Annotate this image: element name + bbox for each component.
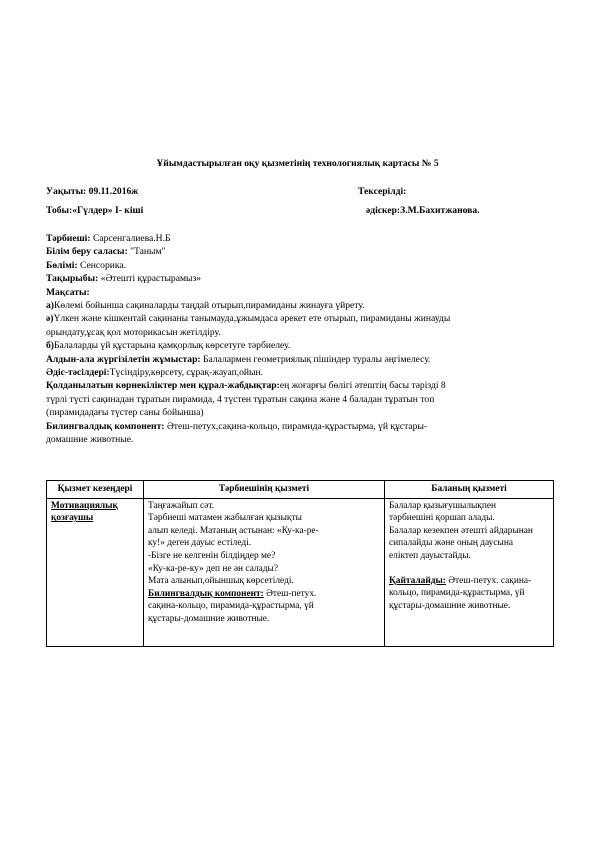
area-label: Білім беру саласы: (46, 246, 128, 258)
section-value: Сенсорика. (77, 259, 127, 271)
techniques-row: Әдіс-тәсілдері:Түсіндіру,көрсету, сұрақ-жауап,ойын. (46, 367, 264, 379)
teacher-row (46, 232, 550, 245)
date-value: 09.11.2016ж (86, 186, 139, 197)
lesson-details (46, 232, 550, 447)
header-child: Баланың қызметі (385, 481, 554, 499)
document-title: Ұйымдастырылған оқу қызметінің технологиялық картасы № 5 (156, 158, 439, 169)
goals-label: Мақсаты: (46, 286, 90, 298)
bilingual-cont: домашние животные. (46, 434, 134, 446)
section-row (46, 259, 550, 272)
materials-row: Қолданылатын көрнекіліктер мен құрал-жабдықтар:ең жоғарғы бөлігі әтештің басы тәрізді 8 (46, 380, 446, 392)
child-repeat: Қайталайды: Әтеш-петух. сақина- (389, 575, 532, 586)
area-value: "Таным" (127, 246, 166, 258)
topic-row (46, 272, 550, 285)
method-label: әдіскер: (366, 205, 401, 216)
area-row (46, 245, 550, 258)
date-label: Уақыты: (46, 186, 87, 197)
goal-a: а)Көлемі бойынша сақиналарды таңдай отырып,пирамиданы жинауға үйрету. (46, 300, 365, 312)
method-value: З.М.Бахитжанова. (400, 205, 480, 216)
teacher-value: Сарсенгалиева.Н.Б (90, 233, 171, 244)
group-row (46, 205, 546, 216)
lesson-plan-table (46, 480, 554, 647)
table-row (47, 498, 554, 646)
materials-cont-1: түрлі түсті сақинадан тұратын пирамида, 4 түстен тұратын сақина және 4 баладан тұратын топ (46, 393, 435, 405)
section-label: Бөлімі: (46, 259, 78, 271)
child-activity-cell: Балалар қызығушылықпен тәрбиешіні қоршап алады. Балалар кезекпен әтешті айдарынан сипалайды және оның даусына еліктеп дауыстайды. Қайталайды: Әтеш-петух. сақина- кольцо, пирамида-құрастырма, үй құстары-домашние животные. (385, 498, 554, 646)
date-row (46, 186, 546, 197)
header-teacher: Тәрбиешінің қызметі (144, 481, 385, 499)
topic-value: «Әтешті құрастырамыз» (98, 273, 202, 285)
prep-row: Алдын-ала жүргізілетін жұмыстар: Балалармен геометриялық пішіндер туралы әңгімелесу. (46, 353, 431, 365)
goal-c: б)Балаларды үй құстарына қамқорлық көрсетуге тәрбиелеу. (46, 340, 291, 352)
stage-cell: Мотивациялық қозғаушы (47, 498, 144, 646)
teacher-label: Тәрбиеші: (46, 233, 91, 244)
materials-cont-2: (пирамидадағы түстер саны бойынша) (46, 407, 204, 419)
header-stage: Қызмет кезеңдері (47, 481, 144, 499)
group-label: Тобы: (46, 205, 73, 216)
teacher-bilingual: Билингвалдық компонент: Әтеш-петух. (148, 588, 317, 599)
group-value: «Гүлдер» I- кіші (72, 205, 144, 216)
bilingual-row: Билингвалдық компонент: Әтеш-петух,сақина-кольцо, пирамида-құрастырма, үй құстары- (46, 420, 428, 432)
goal-b-cont: орындату,ұсақ қол моторикасын жетілдіру. (46, 326, 221, 338)
teacher-activity-cell: Таңғажайып сәт. Тәрбиеші матамен жабылған қызықты алып келеді. Матаның астынан: «Ку-ка-ре- ку!» деген дауыс естіледі. -Бізге не келгенін білдіңдер ме? «Ку-ка-ре-ку» деп не ән салады? Мата алынып,ойыншық көрсетіледі. Билингвалдық компонент: Әтеш-петух. сақина-кольцо, пирамида-құрастырма, үй құстары-домашние животные. (144, 498, 385, 646)
topic-label: Тақырыбы: (46, 273, 99, 285)
checked-label: Тексерілді: (358, 186, 407, 197)
table-header-row (47, 481, 554, 499)
goal-b: ә)Үлкен және кішкентай сақинаны танымауда,ұжымдаса әрекет ете отырып, пирамиданы жинауды (46, 313, 451, 325)
